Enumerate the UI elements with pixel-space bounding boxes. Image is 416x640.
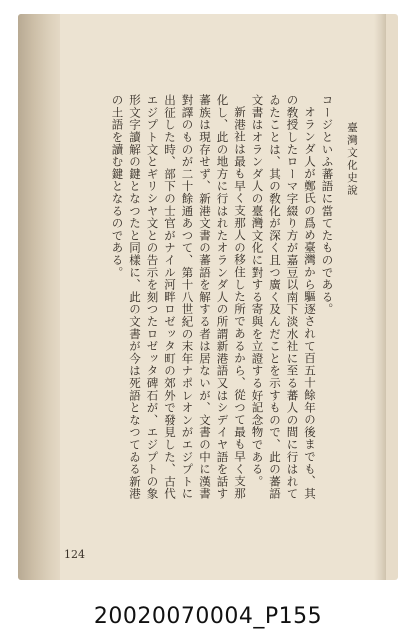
text-line: 形文字讀解の鍵となつたと同樣に、此の文書が今は死語となつてゐる新港 [128,94,142,500]
text-line: オランダ人が鄭氏の爲め臺灣から驅逐されて百五十餘年の後までも、其 [303,106,317,500]
page-edge [374,14,386,580]
running-head: 臺灣文化史說 [346,122,358,197]
book-page [60,14,386,580]
book-gutter [18,14,64,580]
book [18,14,398,580]
text-line: 出征した時、部下の士官がナイル河畔ロゼッタ町の郊外で發見した、古代 [163,94,177,500]
image-id-caption: 20020070004_P155 [93,603,323,629]
text-line: の土語を讀む鍵となるのである。 [110,94,125,279]
page-number: 124 [64,548,85,561]
text-line: 文書はオランダ人の臺灣文化に對する寄與を立證する好記念物である。 [250,94,265,488]
text-line: 蕃族は現存せず、新港文書の蕃語を解する者は居ないが、文書の中に漢書 [198,94,212,500]
text-line: 對譯のものが二十餘通あつて、第十八世紀の末年ナポレオンがエジプトに [180,94,195,500]
body-text [107,94,358,500]
text-line: 新港社は最も早く支那人の移住した所であるから、從つて最も早く支那 [233,106,247,500]
text-line: エジプト文とギリシヤ文との告示を刻つたロゼッタ碑石が、エジプトの象 [145,94,160,500]
text-line: コージといふ蕃語に當てたものである。 [320,94,335,316]
text-line: ゐたことは、其の敎化が深く且つ廣く及んだことを示すもので、此の蕃語 [268,94,282,500]
text-line: の敎授したローマ字綴り方が嘉豆以南下淡水社に至る蕃人の間に行はれて [285,94,300,500]
text-line: 化し、此の地方に行はれたオランダ人の所謂新港語又はシデイヤ語を話す [215,94,230,500]
